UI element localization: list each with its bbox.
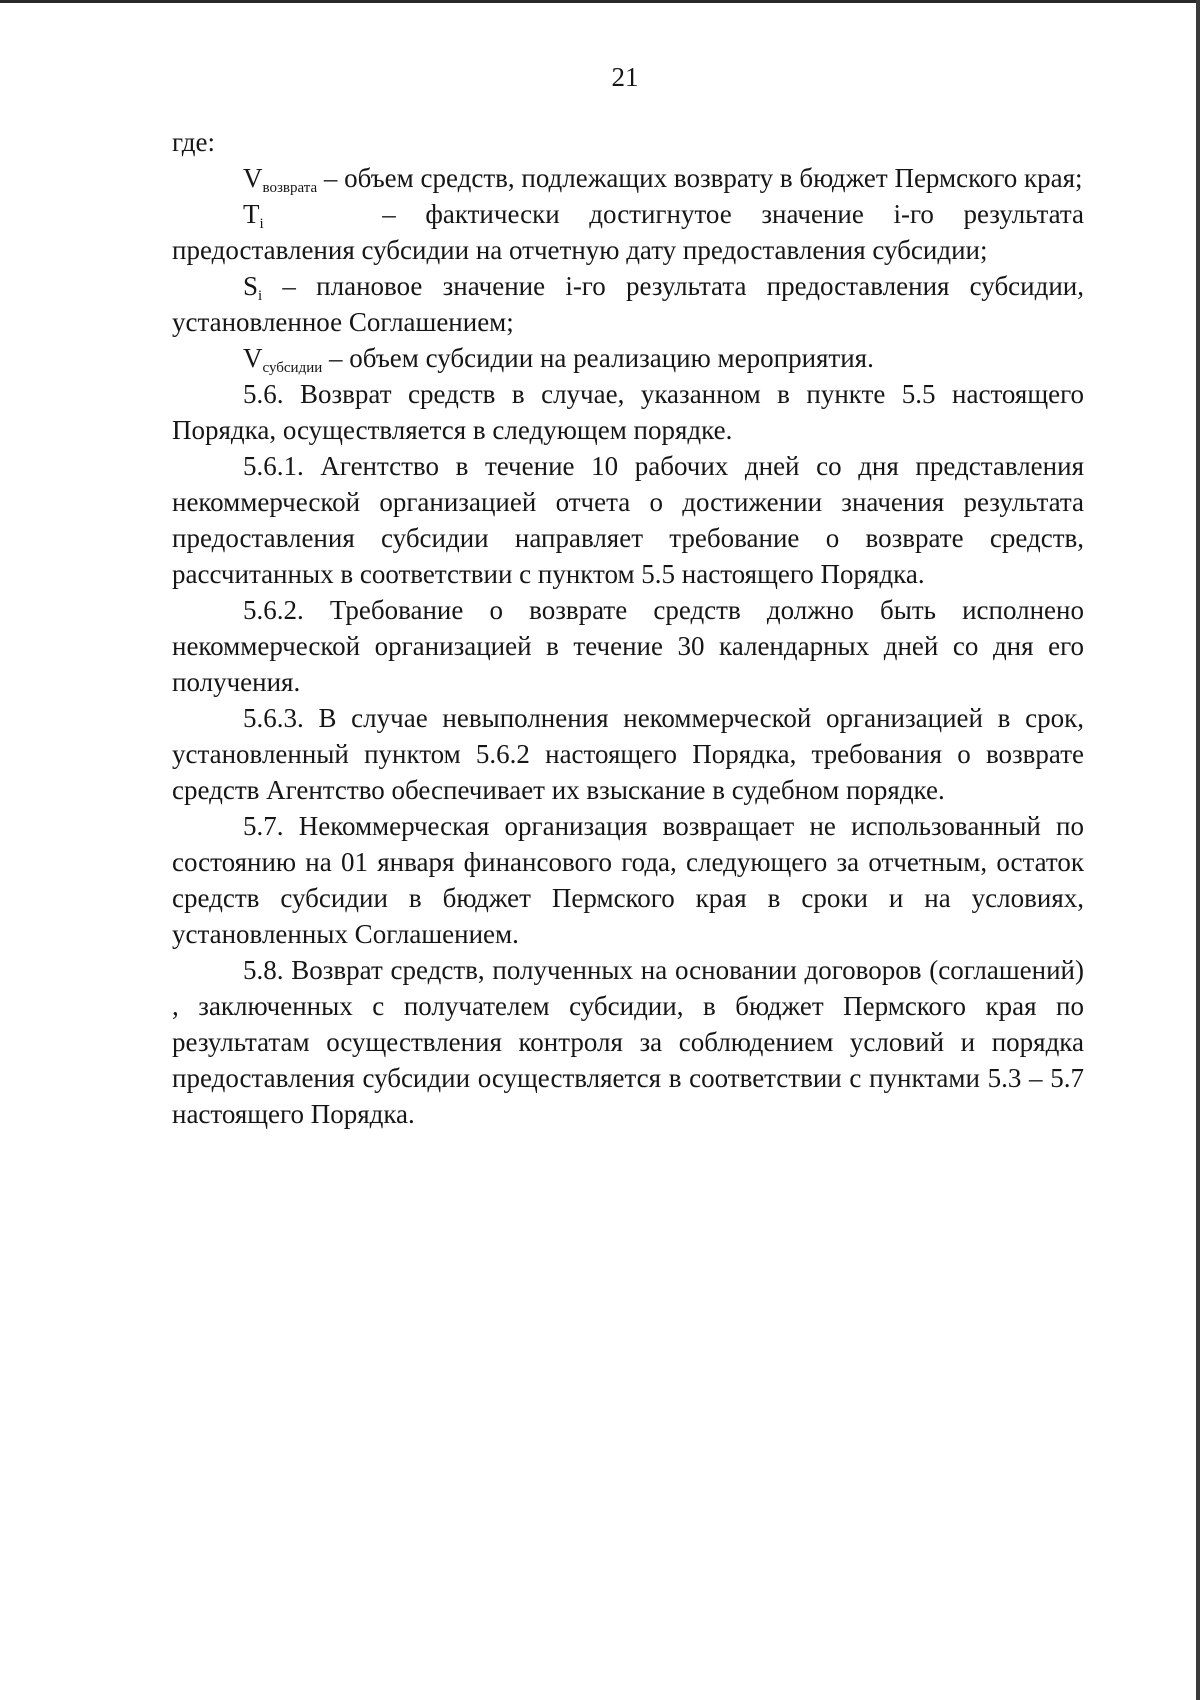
where-label [172, 124, 1084, 160]
v-subsidy-subscript: субсидии [262, 360, 323, 376]
t-i-subscript: i [259, 216, 264, 232]
s-i-text: – плановое значение i-го результата предоставления субсидии, установленное Соглашением; [172, 271, 1084, 337]
definition-v-return [172, 160, 1084, 196]
paragraph-5-7: 5.7. Некоммерческая организация возвращает не использованный по состоянию на 01 января финансового года, следующего за отчетным, остаток средств субсидии в бюджет Пермского края в сроки и на условиях, установленных Соглашением. [172, 811, 1084, 949]
definition-v-subsidy [172, 340, 1084, 376]
paragraph-5-6-1: 5.6.1. Агентство в течение 10 рабочих дней со дня представления некоммерческой организацией отчета о достижении значения результата предоставления субсидии направляет требование о возврате средств, рассчитанных в соответствии с пунктом 5.5 настоящего Порядка. [172, 451, 1084, 589]
definition-s-i [172, 268, 1084, 340]
scan-border-right [1196, 0, 1200, 1700]
paragraph-5-6-2: 5.6.2. Требование о возврате средств должно быть исполнено некоммерческой организацией в течение 30 календарных дней со дня его получения. [172, 595, 1084, 697]
v-subsidy-symbol: V [243, 343, 263, 373]
t-i-text-line2: предоставления субсидии на отчетную дату предоставления субсидии; [172, 235, 988, 265]
page-number: 21 [611, 62, 639, 92]
definition-t-i-line2 [172, 232, 1084, 268]
t-i-text-line1: – фактически достигнутое значение i-го результата [382, 199, 1084, 229]
scan-border-top [0, 0, 1200, 3]
paragraph-5-6-3: 5.6.3. В случае невыполнения некоммерческой организацией в срок, установленный пунктом 5.6.2 настоящего Порядка, требования о возврате средств Агентство обеспечивает их взыскание в судебном порядке. [172, 703, 1084, 805]
v-subsidy-text: – объем субсидии на реализацию мероприятия. [322, 343, 874, 373]
paragraph-5-6: 5.6. Возврат средств в случае, указанном в пункте 5.5 настоящего Порядка, осуществляется в следующем порядке. [172, 379, 1084, 445]
paragraph-5-8: 5.8. Возврат средств, полученных на основании договоров (соглашений) , заключенных с получателем субсидии, в бюджет Пермского края по результатам осуществления контроля за соблюдением условий и порядка предоставления субсидии осуществляется в соответствии с пунктами 5.3 – 5.7 настоящего Порядка. [172, 955, 1084, 1129]
definition-t-i-line1 [172, 196, 1084, 232]
document-body [172, 124, 1084, 1132]
t-i-symbol: T [243, 199, 260, 229]
s-i-subscript: i [258, 288, 263, 304]
v-return-subscript: возврата [262, 180, 318, 196]
s-i-symbol: S [243, 271, 259, 301]
where-label-text: где: [172, 127, 215, 157]
v-return-symbol: V [243, 163, 263, 193]
v-return-text: – объем средств, подлежащих возврату в бюджет Пермского края; [317, 163, 1083, 193]
